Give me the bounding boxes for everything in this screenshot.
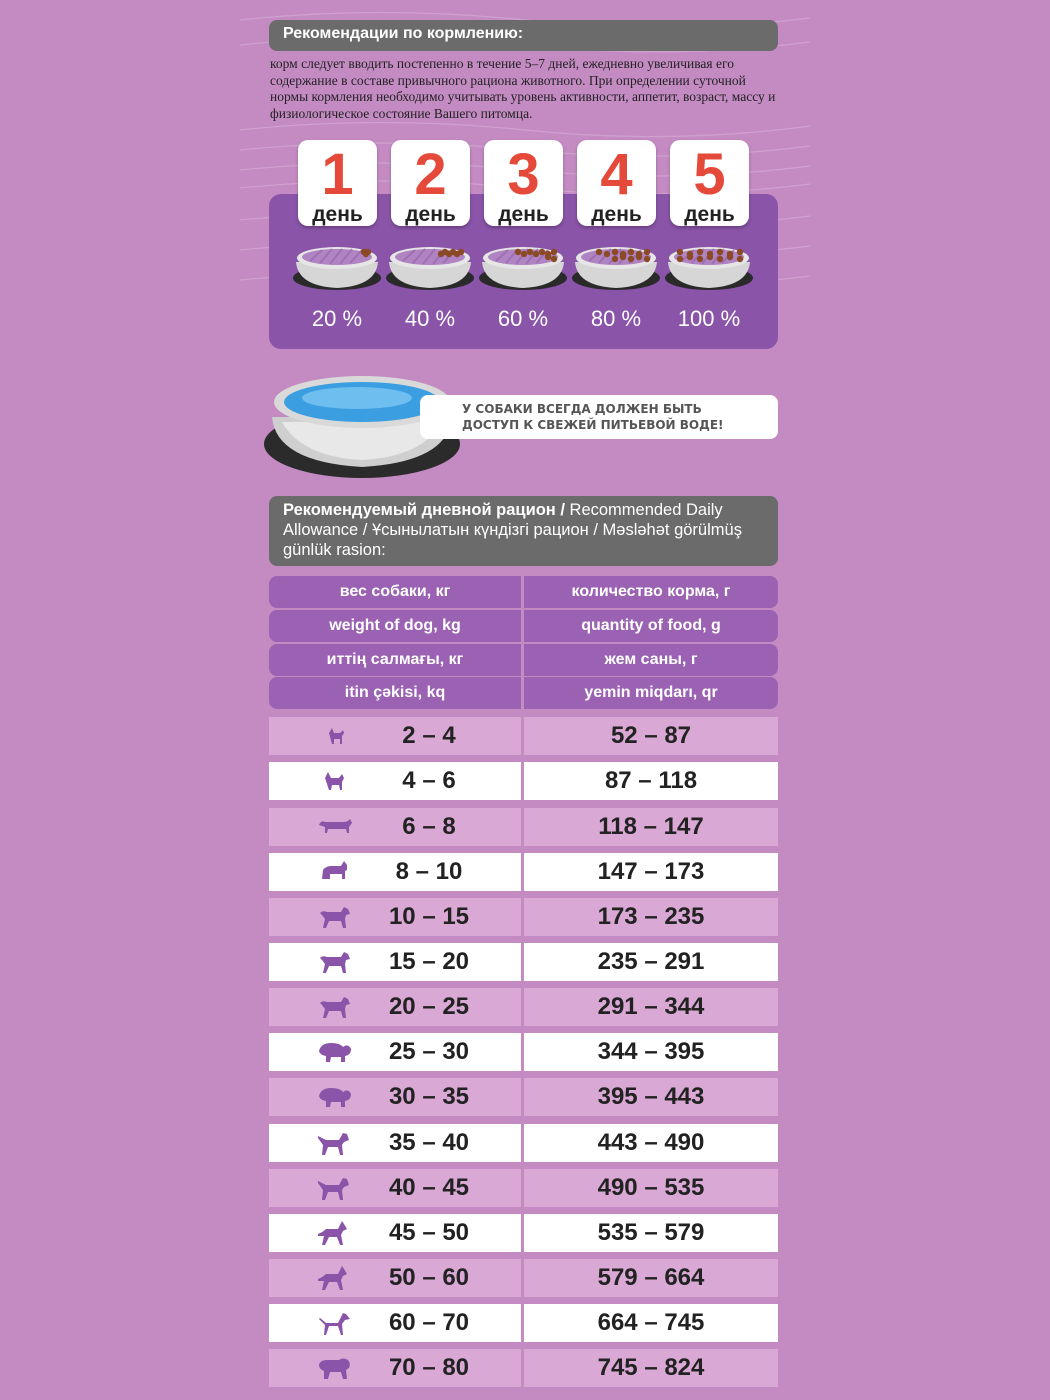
weight-cell xyxy=(269,1124,521,1162)
food-value: 443 – 490 xyxy=(524,1124,778,1162)
table-row xyxy=(269,1078,778,1116)
day-number: 1 xyxy=(321,142,354,207)
weight-value: 25 – 30 xyxy=(388,1038,470,1065)
food-value: 118 – 147 xyxy=(524,808,778,846)
header-food: жем саны, г xyxy=(524,644,778,676)
day-label: день xyxy=(684,203,735,226)
weight-value: 45 – 50 xyxy=(388,1219,470,1246)
terrier-icon xyxy=(317,859,353,885)
weight-cell xyxy=(269,988,521,1026)
dachshund-icon xyxy=(317,814,353,840)
table-row xyxy=(269,898,778,936)
food-value: 173 – 235 xyxy=(524,898,778,936)
day-label: день xyxy=(312,203,363,226)
feeding-intro: корм следует вводить постепенно в течение 5–7 дней, ежедневно увеличивая его содержание в составе привычного рациона животного. При определении суточной нормы кормления необходимо учитывать уровень активности, аппетит, возраст, массу и физиологическое состояние Вашего питомца. xyxy=(270,56,776,121)
weight-value: 20 – 25 xyxy=(388,993,470,1020)
table-row xyxy=(269,1304,778,1342)
table-row xyxy=(269,1349,778,1387)
food-bowl-icon xyxy=(664,234,754,292)
table-row xyxy=(269,1259,778,1297)
weight-cell xyxy=(269,1304,521,1342)
header-weight: иттің салмағы, кг xyxy=(269,644,521,676)
day-card xyxy=(484,140,563,226)
weight-cell xyxy=(269,1033,521,1071)
table-row xyxy=(269,1033,778,1071)
food-bowl-icon xyxy=(385,234,475,292)
dog-medium-icon xyxy=(317,949,353,975)
ration-title-bold: Рекомендуемый дневной рацион / xyxy=(283,501,565,519)
dog-large-icon xyxy=(317,1175,353,1201)
dog-fluffy-icon xyxy=(317,1084,353,1110)
day-number: 2 xyxy=(414,142,447,207)
weight-cell xyxy=(269,1169,521,1207)
dog-fluffy-icon xyxy=(317,1039,353,1065)
table-row xyxy=(269,988,778,1026)
weight-cell xyxy=(269,1349,521,1387)
water-note-line-2: ДОСТУП К СВЕЖЕЙ ПИТЬЕВОЙ ВОДЕ! xyxy=(462,418,724,432)
weight-value: 70 – 80 xyxy=(388,1354,470,1381)
food-value: 344 – 395 xyxy=(524,1033,778,1071)
header-weight: itin çəkisi, kq xyxy=(269,677,521,709)
table-header-row xyxy=(269,576,778,608)
shepherd-icon xyxy=(317,1265,353,1291)
table-header-row xyxy=(269,677,778,709)
weight-cell xyxy=(269,1259,521,1297)
day-percent: 60 % xyxy=(497,306,549,331)
food-value: 147 – 173 xyxy=(524,853,778,891)
header-weight: вес собаки, кг xyxy=(269,576,521,608)
weight-cell xyxy=(269,808,521,846)
weight-value: 50 – 60 xyxy=(388,1264,470,1291)
weight-value: 6 – 8 xyxy=(402,813,456,840)
weight-value: 30 – 35 xyxy=(388,1083,470,1110)
feeding-title-text: Рекомендации по кормлению: xyxy=(283,25,524,42)
day-label: день xyxy=(498,203,549,226)
food-value: 235 – 291 xyxy=(524,943,778,981)
weight-value: 15 – 20 xyxy=(388,948,470,975)
feeding-title xyxy=(269,20,778,51)
day-number: 4 xyxy=(600,142,633,207)
weight-cell xyxy=(269,853,521,891)
weight-cell xyxy=(269,898,521,936)
table-row xyxy=(269,717,778,755)
food-bowl-icon xyxy=(571,234,661,292)
ration-title-rest: Recommended Daily Allowance / Ұсынылатын күндізгі рацион / Məsləhət görülmüş günlük rasion: xyxy=(283,501,742,559)
table-row xyxy=(269,853,778,891)
day-label: день xyxy=(591,203,642,226)
header-food: quantity of food, g xyxy=(524,610,778,642)
weight-value: 40 – 45 xyxy=(388,1174,470,1201)
mastiff-icon xyxy=(317,1355,353,1381)
header-weight: weight of dog, kg xyxy=(269,610,521,642)
table-row xyxy=(269,1124,778,1162)
day-card xyxy=(577,140,656,226)
food-value: 490 – 535 xyxy=(524,1169,778,1207)
day-percent: 40 % xyxy=(404,306,456,331)
water-note-line-1: У СОБАКИ ВСЕГДА ДОЛЖЕН БЫТЬ xyxy=(462,402,702,416)
table-row xyxy=(269,1214,778,1252)
table-row xyxy=(269,943,778,981)
weight-cell xyxy=(269,1214,521,1252)
table-header-row xyxy=(269,644,778,676)
day-card xyxy=(391,140,470,226)
dog-tiny-icon xyxy=(317,723,353,749)
table-header-row xyxy=(269,610,778,642)
header-food: yemin miqdarı, qr xyxy=(524,677,778,709)
day-percent: 20 % xyxy=(311,306,363,331)
day-card xyxy=(670,140,749,226)
header-food: количество корма, г xyxy=(524,576,778,608)
day-percent: 80 % xyxy=(590,306,642,331)
weight-cell xyxy=(269,1078,521,1116)
dog-medium-icon xyxy=(317,994,353,1020)
food-value: 664 – 745 xyxy=(524,1304,778,1342)
weight-cell xyxy=(269,943,521,981)
great-dane-icon xyxy=(317,1310,353,1336)
weight-value: 8 – 10 xyxy=(395,858,463,885)
dog-medium-icon xyxy=(317,904,353,930)
dog-large-icon xyxy=(317,1130,353,1156)
weight-value: 10 – 15 xyxy=(388,903,470,930)
dog-small-icon xyxy=(317,768,353,794)
table-row xyxy=(269,762,778,800)
table-row xyxy=(269,1169,778,1207)
food-value: 745 – 824 xyxy=(524,1349,778,1387)
food-value: 52 – 87 xyxy=(524,717,778,755)
day-percent: 100 % xyxy=(677,306,741,331)
day-card xyxy=(298,140,377,226)
day-number: 3 xyxy=(507,142,540,207)
weight-cell xyxy=(269,717,521,755)
food-bowl-icon xyxy=(292,234,382,292)
shepherd-icon xyxy=(317,1220,353,1246)
food-value: 291 – 344 xyxy=(524,988,778,1026)
food-value: 87 – 118 xyxy=(524,762,778,800)
food-value: 535 – 579 xyxy=(524,1214,778,1252)
weight-value: 4 – 6 xyxy=(402,767,456,794)
food-bowl-icon xyxy=(478,234,568,292)
food-value: 395 – 443 xyxy=(524,1078,778,1116)
weight-cell xyxy=(269,762,521,800)
food-value: 579 – 664 xyxy=(524,1259,778,1297)
water-note xyxy=(420,395,778,439)
weight-value: 60 – 70 xyxy=(388,1309,470,1336)
weight-value: 35 – 40 xyxy=(388,1129,470,1156)
table-row xyxy=(269,808,778,846)
ration-title xyxy=(269,496,778,566)
day-number: 5 xyxy=(693,142,726,207)
day-label: день xyxy=(405,203,456,226)
weight-value: 2 – 4 xyxy=(402,722,456,749)
